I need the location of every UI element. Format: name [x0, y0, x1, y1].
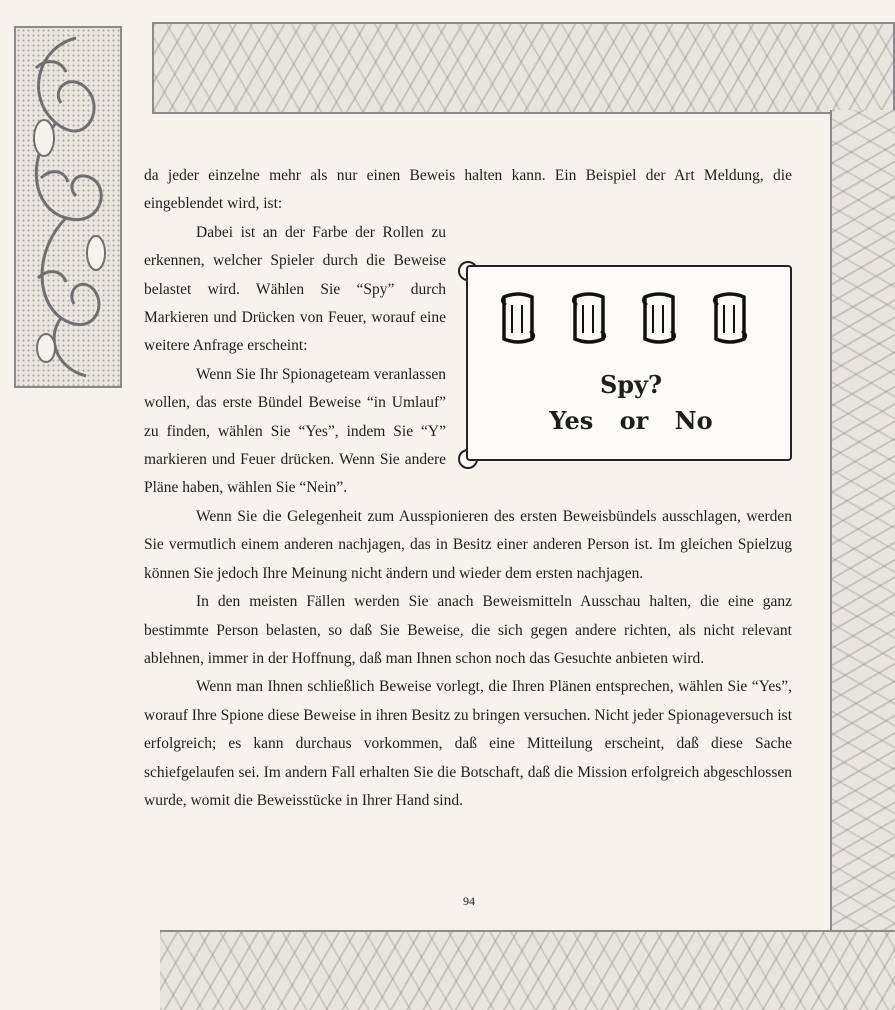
no-option: No [674, 405, 713, 435]
paragraph: Wenn Sie Ihr Spionageteam veranlassen wollen, das erste Bündel Beweise “in Umlauf” zu finden, wählen Sie “Yes”, indem Sie “Y” markieren und Feuer drücken. Wenn Sie andere Pläne haben, wählen Sie “Nein”. [144, 365, 446, 497]
paragraph: In den meisten Fällen werden Sie anach Beweismitteln Ausschau halten, die eine ganz bestimmte Person belasten, so daß Sie Beweise, die sich gegen andere richten, als nicht relevant ablehnen, immer in der Hoffnung, daß man Ihnen schon noch das Gesuchte anbieten wird. [144, 593, 792, 667]
body-text [144, 162, 792, 815]
or-word: or [619, 405, 649, 435]
message-scroll [466, 265, 792, 461]
paragraph: Wenn man Ihnen schließlich Beweise vorlegt, die Ihren Plänen entsprechen, wählen Sie “Yes”, worauf Ihre Spione diese Beweise in ihren Besitz zu bringen versuchen. Nicht jeder Spionageversuch ist erfolgreich; es kann durchaus vorkommen, daß eine Mitteilung erscheint, daß diese Sache schiefgelaufen sei. Im andern Fall erhalten Sie die Botschaft, daß die Mission erfolgreich abgeschlossen wurde, womit die Beweisstücke in Ihrer Hand sind. [144, 678, 792, 809]
evidence-roll-icon [710, 291, 750, 347]
yes-option: Yes [549, 405, 594, 435]
paragraph: Dabei ist an der Farbe der Rollen zu erkennen, welcher Spieler durch die Beweise belastet wird. Wählen Sie “Spy” durch Markieren und Drücken von Feuer, worauf eine weitere Anfrage erscheint: [144, 223, 446, 355]
evidence-roll-icon [639, 291, 679, 347]
page-number: 94 [463, 894, 475, 908]
ornament-panel [14, 26, 122, 388]
laurel-border-top [152, 22, 895, 114]
spy-question: Spy? [599, 369, 663, 399]
evidence-roll-icon [569, 291, 609, 347]
laurel-border-right [830, 110, 895, 932]
yes-no-choice [468, 407, 794, 435]
evidence-roll-icon [498, 291, 538, 347]
evidence-rolls [498, 291, 750, 351]
paragraph: Wenn Sie die Gelegenheit zum Ausspionieren des ersten Beweisbündels ausschlagen, werden Sie vermutlich einem anderen nachjagen, das in Besitz einer anderen Person ist. Im gleichen Spielzug können Sie jedoch Ihre Meinung nicht ändern und wieder dem ersten nachjagen. [144, 507, 792, 582]
laurel-border-bottom [160, 930, 895, 1010]
game-message-figure [458, 265, 794, 465]
scrollwork-ornament-icon [16, 28, 120, 386]
paragraph: da jeder einzelne mehr als nur einen Beweis halten kann. Ein Beispiel der Art Meldung, die eingeblendet wird, ist: [144, 167, 792, 213]
